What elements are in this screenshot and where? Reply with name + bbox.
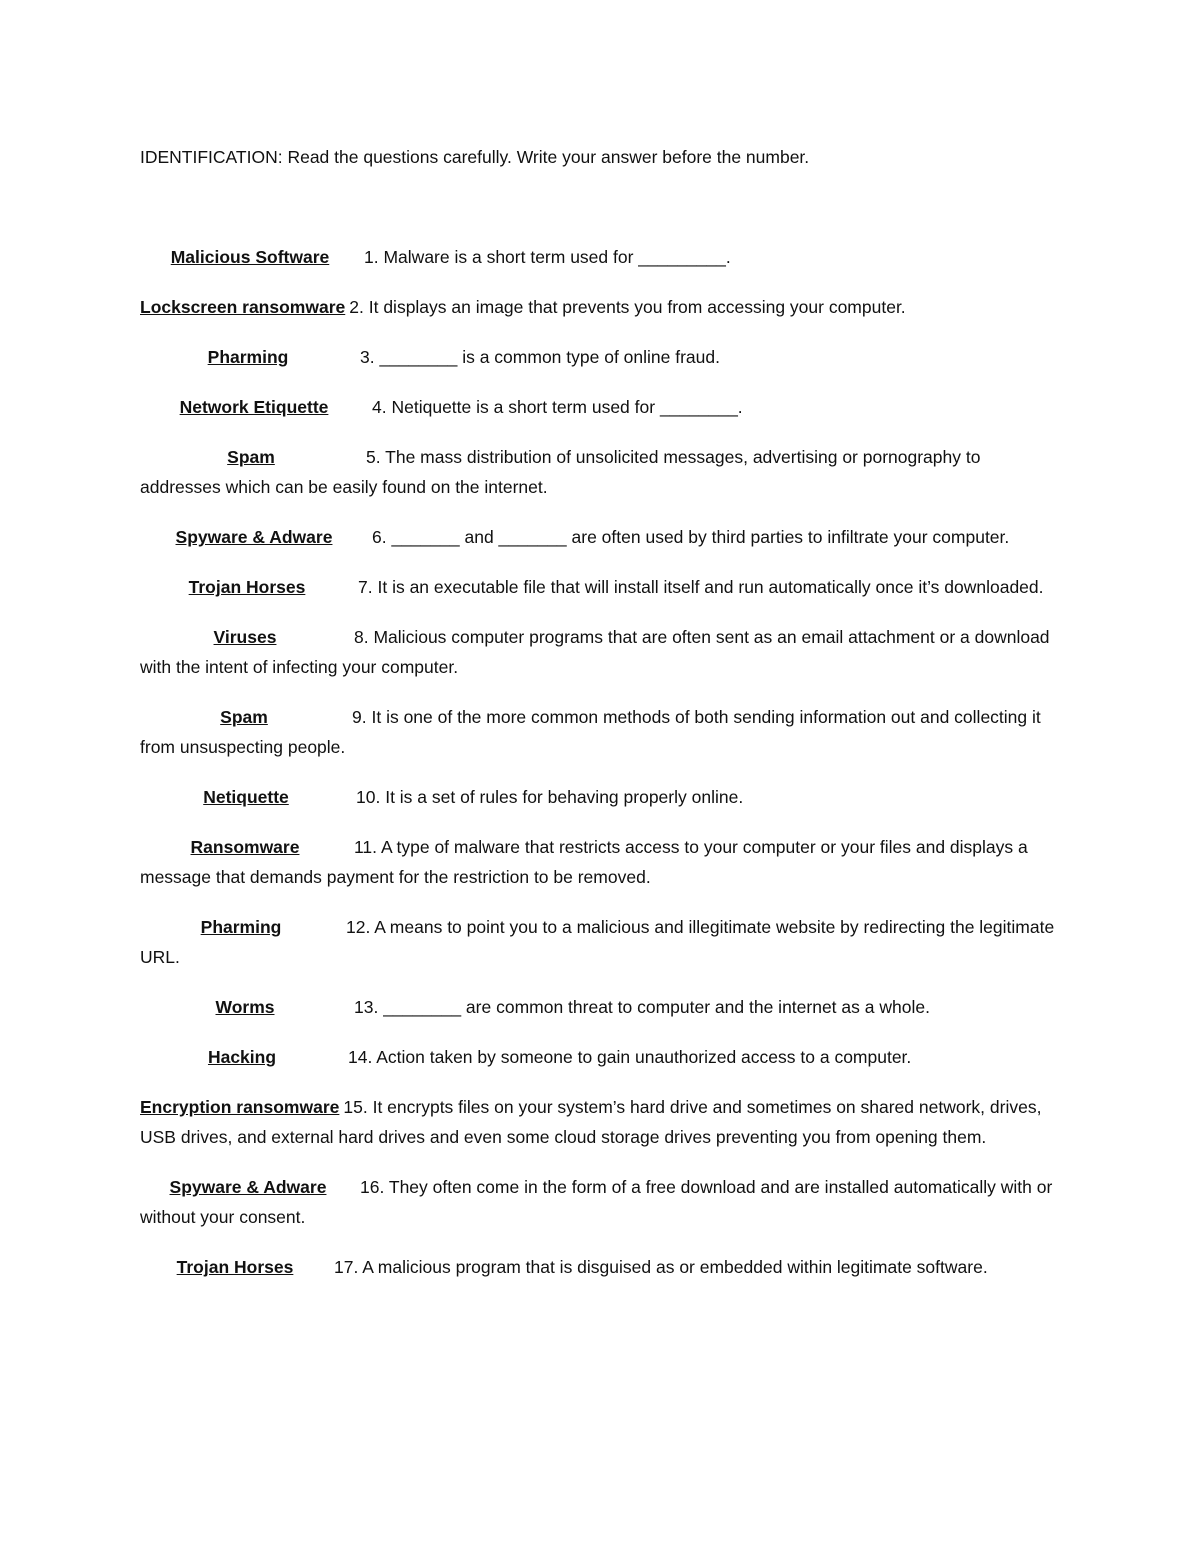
question-number: 3. — [360, 347, 375, 367]
instructions: IDENTIFICATION: Read the questions carefully. Write your answer before the number. — [140, 147, 810, 167]
answer-blank: Viruses — [213, 627, 277, 647]
question-item — [140, 832, 1060, 892]
question-text: The mass distribution of unsolicited messages, advertising or pornography to addresses which can be easily found on the internet. — [140, 447, 981, 497]
question-item — [140, 442, 1060, 502]
question-item — [140, 242, 1060, 272]
question-text: It is a set of rules for behaving properly online. — [385, 787, 744, 807]
question-item — [140, 1092, 1060, 1152]
question-item — [140, 1172, 1060, 1232]
answer-blank: Ransomware — [190, 837, 300, 857]
answer-blank: Pharming — [200, 917, 282, 937]
question-number: 7. — [358, 577, 373, 597]
question-number: 15. — [343, 1097, 368, 1117]
answer-blank: Trojan Horses — [188, 577, 306, 597]
question-item — [140, 622, 1060, 682]
question-item — [140, 992, 1060, 1022]
question-number: 4. — [372, 397, 387, 417]
question-item — [140, 782, 1060, 812]
worksheet-page — [140, 142, 1060, 1302]
answer-blank: Netiquette — [203, 787, 289, 807]
question-number: 5. — [366, 447, 381, 467]
question-item — [140, 522, 1060, 552]
question-text: It displays an image that prevents you from accessing your computer. — [368, 297, 906, 317]
question-item — [140, 392, 1060, 422]
question-text: It is one of the more common methods of both sending information out and collecting it from unsuspecting people. — [140, 707, 1041, 757]
question-number: 9. — [352, 707, 367, 727]
question-text: It is an executable file that will install itself and run automatically once it’s downloaded. — [377, 577, 1044, 597]
question-number: 16. — [360, 1177, 385, 1197]
question-text: It encrypts files on your system’s hard drive and sometimes on shared network, drives, USB drives, and external hard drives and even some cloud storage drives preventing you from opening them. — [140, 1097, 1042, 1147]
question-text: ________ is a common type of online fraud. — [379, 347, 720, 367]
answer-blank: Encryption ransomware — [140, 1097, 340, 1117]
answer-blank: Hacking — [207, 1047, 277, 1067]
question-number: 1. — [364, 247, 379, 267]
question-text: A malicious program that is disguised as or embedded within legitimate software. — [362, 1257, 988, 1277]
answer-blank: Spam — [220, 707, 268, 727]
question-item — [140, 702, 1060, 762]
question-number: 14. — [348, 1047, 373, 1067]
question-text: Malicious computer programs that are often sent as an email attachment or a download with the intent of infecting your computer. — [140, 627, 1050, 677]
question-item — [140, 292, 1060, 322]
question-text: A type of malware that restricts access to your computer or your files and displays a message that demands payment for the restriction to be removed. — [140, 837, 1028, 887]
answer-blank: Pharming — [207, 347, 289, 367]
question-item — [140, 572, 1060, 602]
question-number: 10. — [356, 787, 381, 807]
question-number: 17. — [334, 1257, 359, 1277]
answer-blank: Malicious Software — [170, 247, 330, 267]
question-number: 6. — [372, 527, 387, 547]
question-item — [140, 1042, 1060, 1072]
question-text: Action taken by someone to gain unauthorized access to a computer. — [376, 1047, 912, 1067]
question-text: They often come in the form of a free download and are installed automatically with or without your consent. — [140, 1177, 1053, 1227]
question-text: Netiquette is a short term used for ________. — [391, 397, 743, 417]
answer-blank: Network Etiquette — [179, 397, 329, 417]
answer-blank: Spyware & Adware — [169, 1177, 327, 1197]
question-text: ________ are common threat to computer and the internet as a whole. — [383, 997, 930, 1017]
question-number: 2. — [349, 297, 364, 317]
question-item — [140, 342, 1060, 372]
answer-blank: Lockscreen ransomware — [140, 297, 346, 317]
question-text: Malware is a short term used for _________. — [383, 247, 731, 267]
answer-blank: Spam — [227, 447, 275, 467]
question-number: 11. — [354, 837, 378, 857]
question-text: A means to point you to a malicious and illegitimate website by redirecting the legitimate URL. — [140, 917, 1055, 967]
question-item — [140, 1252, 1060, 1282]
question-number: 12. — [346, 917, 371, 937]
question-number: 13. — [354, 997, 379, 1017]
question-text: _______ and _______ are often used by third parties to infiltrate your computer. — [391, 527, 1010, 547]
question-number: 8. — [354, 627, 369, 647]
answer-blank: Spyware & Adware — [175, 527, 333, 547]
answer-blank: Worms — [215, 997, 275, 1017]
question-item — [140, 912, 1060, 972]
answer-blank: Trojan Horses — [176, 1257, 294, 1277]
